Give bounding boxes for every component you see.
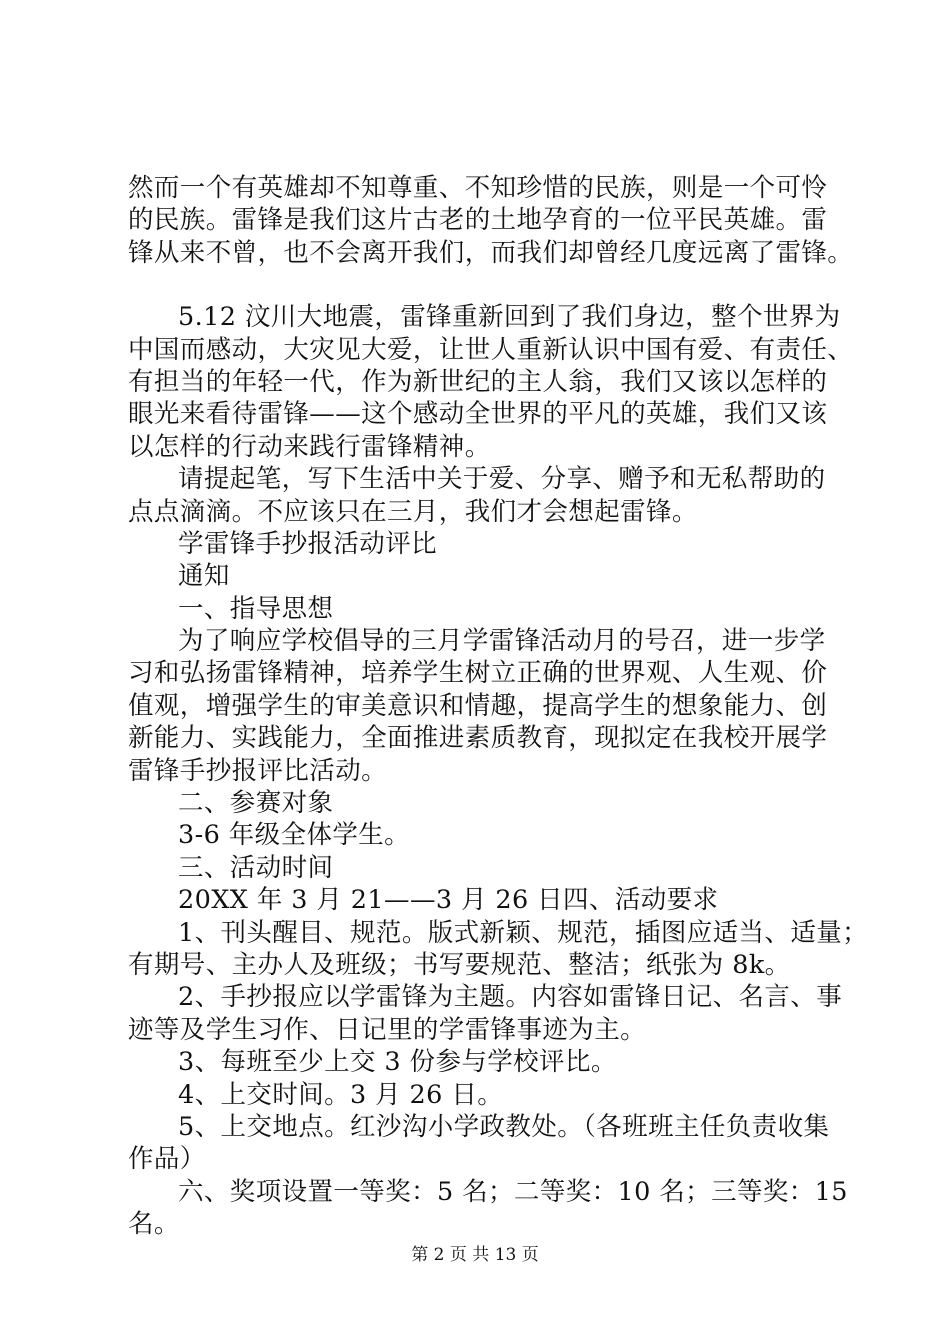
paragraph — [128, 787, 840, 819]
text-line: 1、刊头醒目、规范。版式新颖、规范，插图应适当、适量； — [178, 917, 869, 948]
text-line: 4、上交时间。3 月 26 日。 — [178, 1079, 504, 1110]
paragraph — [128, 172, 854, 269]
text-line: 值观，增强学生的审美意识和情趣，提高学生的想象能力、创 — [128, 690, 828, 721]
paragraph — [128, 1176, 848, 1241]
text-line: 为了响应学校倡导的三月学雷锋活动月的号召，进一步学 — [178, 626, 826, 657]
paragraph — [128, 593, 840, 625]
text-line: 2、手抄报应以学雷锋为主题。内容如雷锋日记、名言、事 — [178, 982, 843, 1013]
text-line: 眼光来看待雷锋——这个感动全世界的平凡的英雄，我们又该 — [128, 399, 828, 430]
paragraph-gap — [128, 269, 840, 301]
text-line: 有担当的年轻一代，作为新世纪的主人翁，我们又该以怎样的 — [128, 366, 828, 397]
text-line: 通知 — [178, 561, 230, 592]
paragraph — [128, 1046, 840, 1078]
paragraph — [128, 463, 840, 528]
text-line: 的民族。雷锋是我们这片古老的土地孕育的一位平民英雄。雷 — [128, 205, 828, 236]
text-line: 然而一个有英雄却不知尊重、不知珍惜的民族，则是一个可怜 — [128, 173, 828, 203]
paragraph — [128, 528, 840, 560]
paragraph — [128, 560, 840, 592]
text-line: 有期号、主办人及班级；书写要规范、整洁；纸张为 8k。 — [128, 949, 791, 980]
text-line: 3、每班至少上交 3 份参与学校评比。 — [178, 1047, 617, 1078]
paragraph — [128, 1111, 840, 1176]
paragraph — [128, 884, 840, 916]
text-line: 以怎样的行动来践行雷锋精神。 — [128, 431, 491, 462]
text-line: 一、指导思想 — [178, 593, 334, 624]
page-footer: 第 2 页 共 13 页 — [411, 1245, 539, 1265]
text-line: 作品） — [128, 1144, 206, 1175]
text-line: 中国而感动，大灾见大爱，让世人重新认识中国有爱、有责任、 — [128, 334, 854, 365]
text-line: 点点滴滴。不应该只在三月，我们才会想起雷锋。 — [128, 496, 698, 527]
paragraph — [128, 852, 840, 884]
paragraph — [128, 1079, 840, 1111]
text-line: 二、参赛对象 — [178, 788, 334, 819]
paragraph — [128, 819, 840, 851]
text-line: 20XX 年 3 月 21——3 月 26 日四、活动要求 — [178, 885, 719, 916]
text-line: 请提起笔，写下生活中关于爱、分享、赠予和无私帮助的 — [178, 464, 826, 495]
paragraph — [128, 301, 854, 463]
text-line: 5、上交地点。红沙沟小学政教处。（各班班主任负责收集 — [178, 1111, 830, 1142]
paragraph — [128, 625, 840, 787]
text-line: 六、奖项设置一等奖：5 名；二等奖：10 名；三等奖：15 — [178, 1176, 848, 1207]
text-line: 迹等及学生习作、日记里的学雷锋事迹为主。 — [128, 1014, 647, 1045]
text-line: 学雷锋手抄报活动评比 — [178, 528, 438, 559]
text-line: 雷锋手抄报评比活动。 — [128, 755, 388, 786]
text-line: 锋从来不曾，也不会离开我们，而我们却曾经几度远离了雷锋。 — [128, 237, 854, 268]
paragraph — [128, 917, 869, 982]
document-body — [128, 172, 869, 1241]
text-line: 三、活动时间 — [178, 852, 334, 883]
text-line: 名。 — [128, 1209, 180, 1240]
paragraph — [128, 981, 843, 1046]
text-line: 新能力、实践能力，全面推进素质教育，现拟定在我校开展学 — [128, 723, 828, 754]
text-line: 习和弘扬雷锋精神，培养学生树立正确的世界观、人生观、价 — [128, 658, 828, 689]
text-line: 5.12 汶川大地震，雷锋重新回到了我们身边，整个世界为 — [178, 302, 841, 333]
text-line: 3-6 年级全体学生。 — [178, 820, 411, 851]
